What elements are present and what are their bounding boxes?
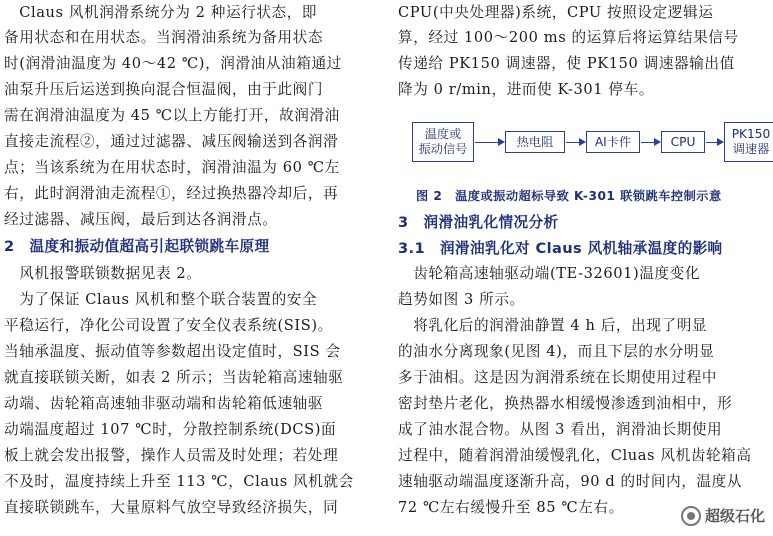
body-text-line: 就直接联锁关断，如表 2 所示；当齿轮箱高速轴驱 [4, 369, 344, 386]
body-text-line: 时(润滑油温度为 40～42 ℃)，润滑油从油箱通过 [4, 55, 342, 72]
box-label: 温度或 [424, 127, 462, 141]
body-text-line: 风机报警联锁数据见表 2。 [4, 265, 202, 282]
section-heading-3-1: 3.1 润滑油乳化对 Claus 风机轴承温度的影响 [398, 240, 723, 257]
body-text-line: 油泵升压后运送到换向混合恒温阀，由于此阀门 [4, 81, 324, 98]
body-text-line: 动端、齿轮箱高速轴非驱动端和齿轮箱低速轴驱 [4, 395, 324, 412]
body-text-line: 平稳运行，净化公司设置了安全仪表系统(SIS)。 [4, 317, 333, 334]
body-text-line: 为了保证 Claus 风机和整个联合装置的安全 [4, 291, 318, 308]
watermark [681, 505, 765, 526]
box-signal [412, 122, 474, 162]
body-text-line: 传递给 PK150 调速器，使 PK150 调速器输出值 [398, 55, 735, 72]
body-text-line: 备用状态和在用状态。当润滑油系统为备用状态 [4, 29, 324, 46]
box-ai-card [586, 131, 640, 153]
body-text-line: 需在润滑油温度为 45 ℃以上方能打开，故润滑油 [4, 107, 340, 124]
body-text-line: 右，此时润滑油走流程①，经过换热器冷却后，再 [4, 185, 339, 202]
wechat-logo-icon [681, 506, 701, 526]
body-text-line: 多于油相。这是因为润滑系统在长期使用过程中 [398, 369, 718, 386]
body-text-line: 当轴承温度、振动值等参数超出设定值时，SIS 会 [4, 343, 341, 360]
body-text-line: 板上就会发出报警，操作人员需及时处理；若处理 [4, 447, 339, 464]
watermark-text: 超级石化 [704, 507, 765, 525]
body-text-line: 直接走流程②，通过过滤器、减压阀输送到各润滑 [4, 133, 339, 150]
body-text-line: 经过滤器、减压阀，最后到达各润滑点。 [4, 211, 278, 228]
box-label: PK150 [731, 127, 771, 141]
section-heading-2: 2 温度和振动值超高引起联锁跳车原理 [4, 238, 270, 255]
body-text-line: 成了油水混合物。从图 3 看出，润滑油长期使用 [398, 421, 723, 438]
body-text-line: 点；当该系统为在用状态时，润滑油温为 60 ℃左 [4, 159, 340, 176]
body-text-line: 直接联锁跳车，大量原料气放空导致经济损失，同 [4, 499, 339, 516]
arrow-right-icon [706, 142, 722, 143]
box-label: CPU [670, 134, 696, 149]
body-text-line: 速轴驱动端温度逐渐升高，90 d 的时间内，温度从 [398, 473, 743, 490]
arrow-right-icon [566, 142, 584, 143]
body-text-line: 动端温度超过 107 ℃时，分散控制系统(DCS)面 [4, 421, 337, 438]
section-heading-3: 3 润滑油乳化情况分析 [398, 214, 559, 231]
figure-caption: 图 2 温度或振动超标导致 K-301 联锁跳车控制示意 [416, 189, 722, 203]
box-cpu [661, 131, 705, 153]
body-text-line: 将乳化后的润滑油静置 4 h 后，出现了明显 [398, 317, 708, 334]
body-text-line: 过程中，随着润滑油缓慢乳化，Cluas 风机齿轮箱高 [398, 447, 752, 464]
arrow-right-icon [641, 142, 659, 143]
flow-diagram [412, 118, 771, 168]
box-label: 调速器 [732, 142, 770, 156]
arrow-right-icon [475, 142, 503, 143]
body-text-line: 的油水分离现象(见图 4)，而且下层的水分明显 [398, 343, 715, 360]
box-rtd [505, 131, 565, 153]
body-text-line: 趋势如图 3 所示。 [398, 291, 525, 308]
body-text-line: 齿轮箱高速轴驱动端(TE-32601)温度变化 [398, 265, 701, 282]
body-text-line: 密封垫片老化，换热器水相缓慢渗透到油相中，形 [398, 395, 733, 412]
body-text-line: 算，经过 100～200 ms 的运算后将运算结果信号 [398, 29, 739, 46]
body-text-line: 72 ℃左右缓慢升至 85 ℃左右。 [398, 499, 624, 516]
box-label: 振动信号 [418, 142, 468, 156]
body-text-line: 降为 0 r/min，进而使 K-301 停车。 [398, 81, 655, 98]
body-text-line: CPU(中央处理器)系统，CPU 按照设定逻辑运 [398, 4, 714, 21]
body-text-line: 不及时，温度持续上升至 113 ℃，Claus 风机就会 [4, 473, 354, 490]
body-text-line: Claus 风机润滑系统分为 2 种运行状态，即 [4, 4, 318, 21]
box-pk150 [724, 122, 773, 162]
box-label: 热电阻 [516, 134, 554, 149]
box-label: AI卡件 [594, 134, 632, 149]
